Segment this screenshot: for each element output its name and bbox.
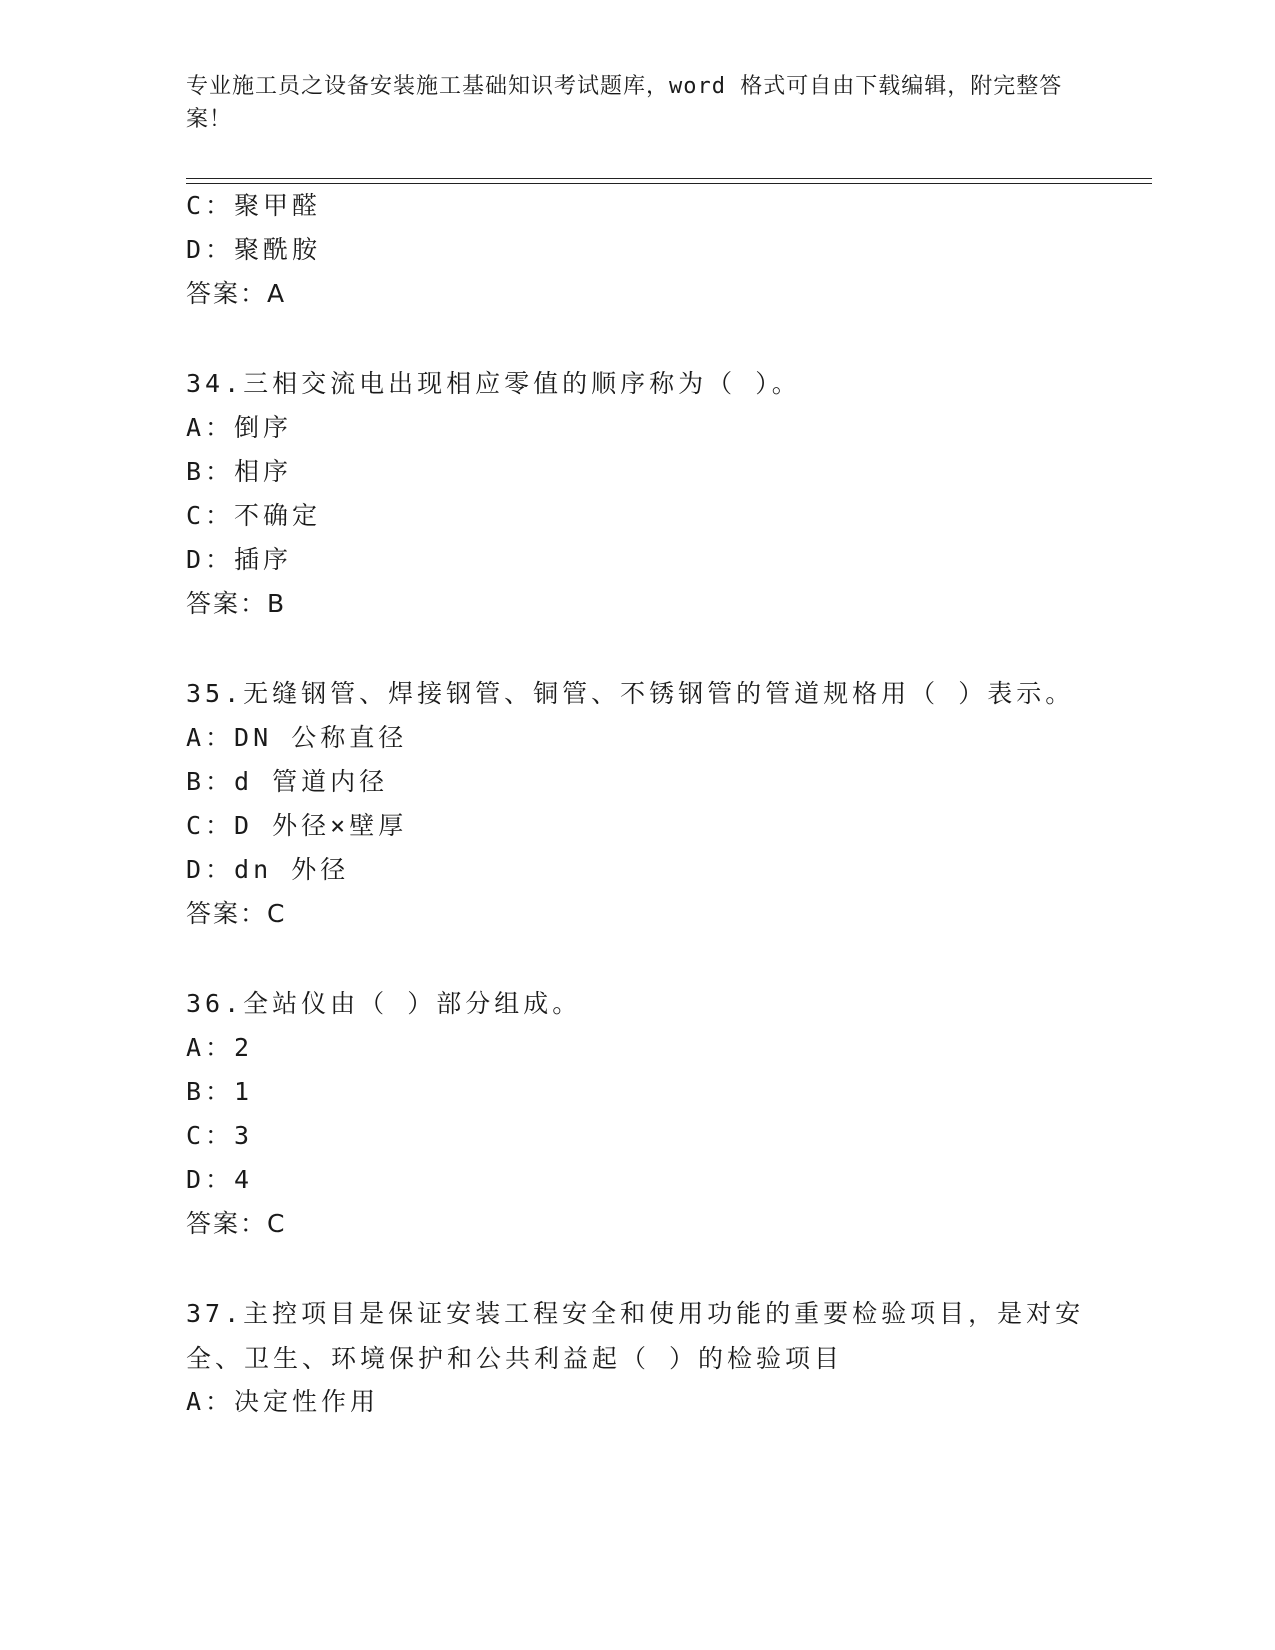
q36-question: 36.全站仪由（ ）部分组成。	[186, 989, 582, 1018]
prev-option-d: D：聚酰胺	[186, 235, 322, 264]
document-header: 专业施工员之设备安装施工基础知识考试题库，word 格式可自由下载编辑，附完整答案！	[186, 74, 1063, 132]
q37-option-a: A：决定性作用	[186, 1387, 380, 1416]
prev-answer: 答案：A	[186, 279, 287, 308]
q34-question: 34.三相交流电出现相应零值的顺序称为（ ）。	[186, 369, 801, 398]
header-rule-top	[186, 178, 1152, 179]
q36-option-d: D：4	[186, 1165, 254, 1194]
q34-option-c: C：不确定	[186, 501, 322, 530]
q34-answer: 答案：B	[186, 589, 287, 618]
prev-option-c: C：聚甲醛	[186, 191, 322, 220]
q36-answer: 答案：C	[186, 1209, 287, 1238]
q36-option-c: C：3	[186, 1121, 254, 1150]
q35-option-c: C：D 外径×壁厚	[186, 811, 408, 840]
q34-option-d: D：插序	[186, 545, 293, 574]
q36-option-b: B：1	[186, 1077, 254, 1106]
q36-option-a: A：2	[186, 1033, 254, 1062]
q35-question: 35.无缝钢管、焊接钢管、铜管、不锈钢管的管道规格用（ ）表示。	[186, 679, 1075, 708]
q34-option-a: A：倒序	[186, 413, 293, 442]
q35-option-b: B：d 管道内径	[186, 767, 389, 796]
q35-option-d: D：dn 外径	[186, 855, 350, 884]
q34-option-b: B：相序	[186, 457, 293, 486]
q35-answer: 答案：C	[186, 899, 287, 928]
q37-question: 37.主控项目是保证安装工程安全和使用功能的重要检验项目，是对安全、卫生、环境保护和公共利益起（ ）的检验项目	[186, 1299, 1085, 1373]
q35-option-a: A：DN 公称直径	[186, 723, 408, 752]
header-rule-bottom	[186, 183, 1152, 184]
